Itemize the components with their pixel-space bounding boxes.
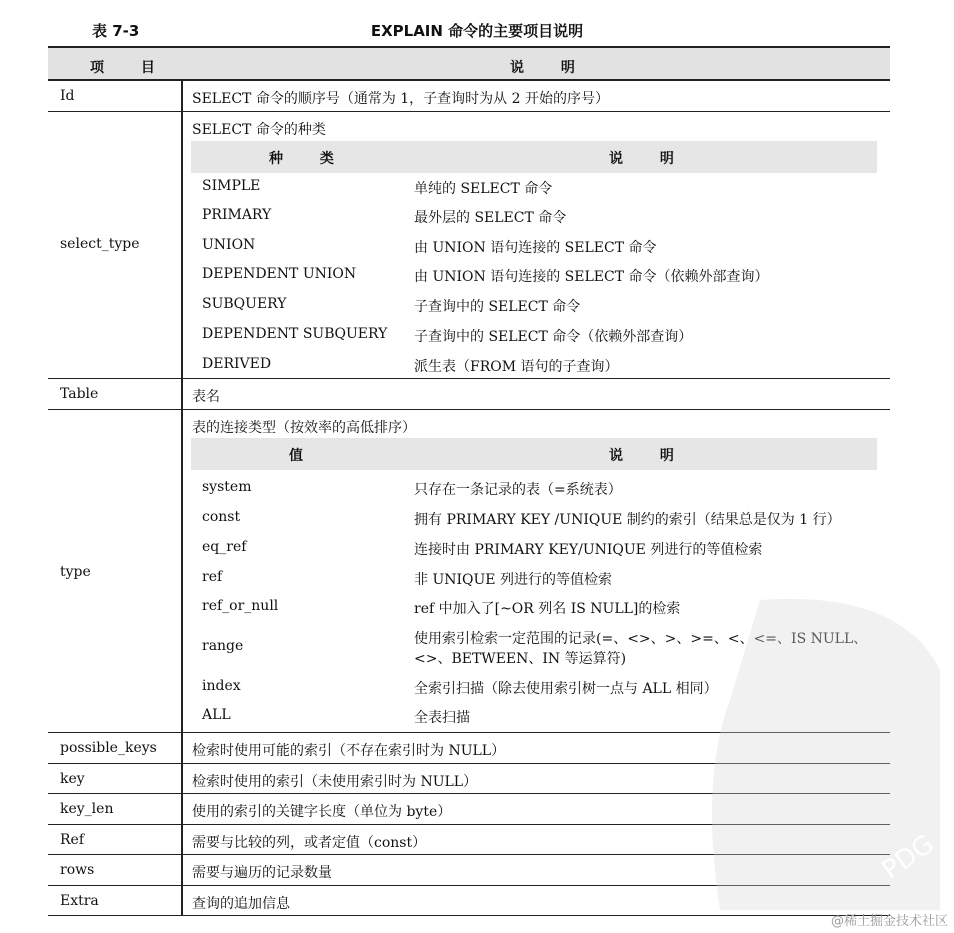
list-item-value: 连接时由 PRIMARY KEY/UNIQUE 列进行的等值检索 [414, 542, 763, 558]
subheader-col2: 说 明 [609, 448, 690, 464]
list-item-key: ref [202, 569, 223, 585]
list-item-key: PRIMARY [202, 207, 272, 223]
table-row [48, 378, 890, 409]
table-number: 表 7-3 [92, 22, 140, 40]
list-item-key: DEPENDENT SUBQUERY [202, 326, 388, 342]
list-item-value: 单纯的 SELECT 命令 [414, 181, 553, 197]
list-item-key: SIMPLE [202, 178, 261, 194]
row-name: Id [60, 88, 75, 104]
row-desc: 表名 [192, 389, 220, 405]
row-desc: 检索时使用可能的索引（不存在索引时为 NULL） [192, 743, 506, 759]
watermark: @稀土掘金技术社区 [830, 914, 948, 929]
list-item-value: 由 UNION 语句连接的 SELECT 命令（依赖外部查询） [414, 269, 769, 285]
subheader-col2: 说 明 [609, 151, 690, 167]
header-col1: 项 目 [90, 60, 171, 76]
list-item-value: 子查询中的 SELECT 命令（依赖外部查询） [414, 329, 693, 345]
row-name: Ref [60, 832, 85, 848]
table-title: EXPLAIN 命令的主要项目说明 [370, 22, 584, 40]
table-row [48, 80, 890, 111]
list-item-key: system [202, 479, 252, 495]
list-item-value: 全索引扫描（除去使用索引树一点与 ALL 相同） [414, 681, 718, 697]
subheader-col1: 种 类 [269, 151, 350, 167]
list-item-key: ALL [202, 707, 231, 723]
list-item-value: 全表扫描 [414, 710, 470, 726]
list-item-value-cont: <>、BETWEEN、IN 等运算符) [414, 651, 627, 667]
list-item-key: UNION [202, 237, 256, 253]
row-desc: SELECT 命令的种类 [192, 122, 326, 138]
list-item-key: const [202, 509, 241, 525]
list-item-key: eq_ref [202, 539, 247, 555]
list-item-value: 最外层的 SELECT 命令 [414, 210, 567, 226]
list-item-key: index [202, 678, 241, 694]
row-desc: 需要与遍历的记录数量 [192, 865, 332, 881]
library-stamp [700, 580, 950, 920]
list-item-value: 使用索引检索一定范围的记录(=、<>、>、>=、<、<=、IS NULL、 [414, 631, 868, 647]
list-item-value: 子查询中的 SELECT 命令 [414, 299, 581, 315]
list-item-key: DEPENDENT UNION [202, 266, 357, 282]
select-type-subheader [191, 141, 877, 173]
stamp-label: PDG [876, 829, 940, 886]
row-name: key_len [60, 801, 114, 817]
list-item-key: SUBQUERY [202, 296, 287, 312]
list-item-value: 由 UNION 语句连接的 SELECT 命令 [414, 240, 657, 256]
type-subheader [191, 438, 877, 470]
row-desc: 查询的追加信息 [192, 896, 290, 912]
row-name: Extra [60, 893, 99, 909]
table-caption [0, 0, 954, 40]
list-item-key: DERIVED [202, 356, 272, 372]
list-item-value: 派生表（FROM 语句的子查询） [414, 359, 619, 375]
list-item-value: 只存在一条记录的表（=系统表） [414, 482, 622, 498]
table-header [48, 46, 890, 80]
subheader-col1: 值 [289, 448, 319, 464]
row-desc: SELECT 命令的顺序号（通常为 1，子查询时为从 2 开始的序号） [192, 91, 609, 107]
header-col2: 说 明 [510, 60, 591, 76]
list-item-value: 拥有 PRIMARY KEY /UNIQUE 制约的索引（结果总是仅为 1 行） [414, 512, 841, 528]
row-desc: 检索时使用的索引（未使用索引时为 NULL） [192, 774, 478, 790]
row-name: rows [60, 862, 95, 878]
row-name: Table [60, 386, 99, 402]
row-name: select_type [60, 236, 140, 252]
row-name: type [60, 564, 91, 580]
row-desc: 表的连接类型（按效率的高低排序） [192, 420, 416, 436]
list-item-key: range [202, 638, 244, 654]
row-desc: 需要与比较的列，或者定值（const） [192, 835, 427, 851]
row-name: possible_keys [60, 740, 157, 756]
row-desc: 使用的索引的关键字长度（单位为 byte） [192, 804, 452, 820]
list-item-key: ref_or_null [202, 598, 279, 614]
list-item-value: 非 UNIQUE 列进行的等值检索 [414, 572, 612, 588]
list-item-value: ref 中加入了[~OR 列名 IS NULL]的检索 [414, 601, 681, 617]
row-name: key [60, 771, 85, 787]
